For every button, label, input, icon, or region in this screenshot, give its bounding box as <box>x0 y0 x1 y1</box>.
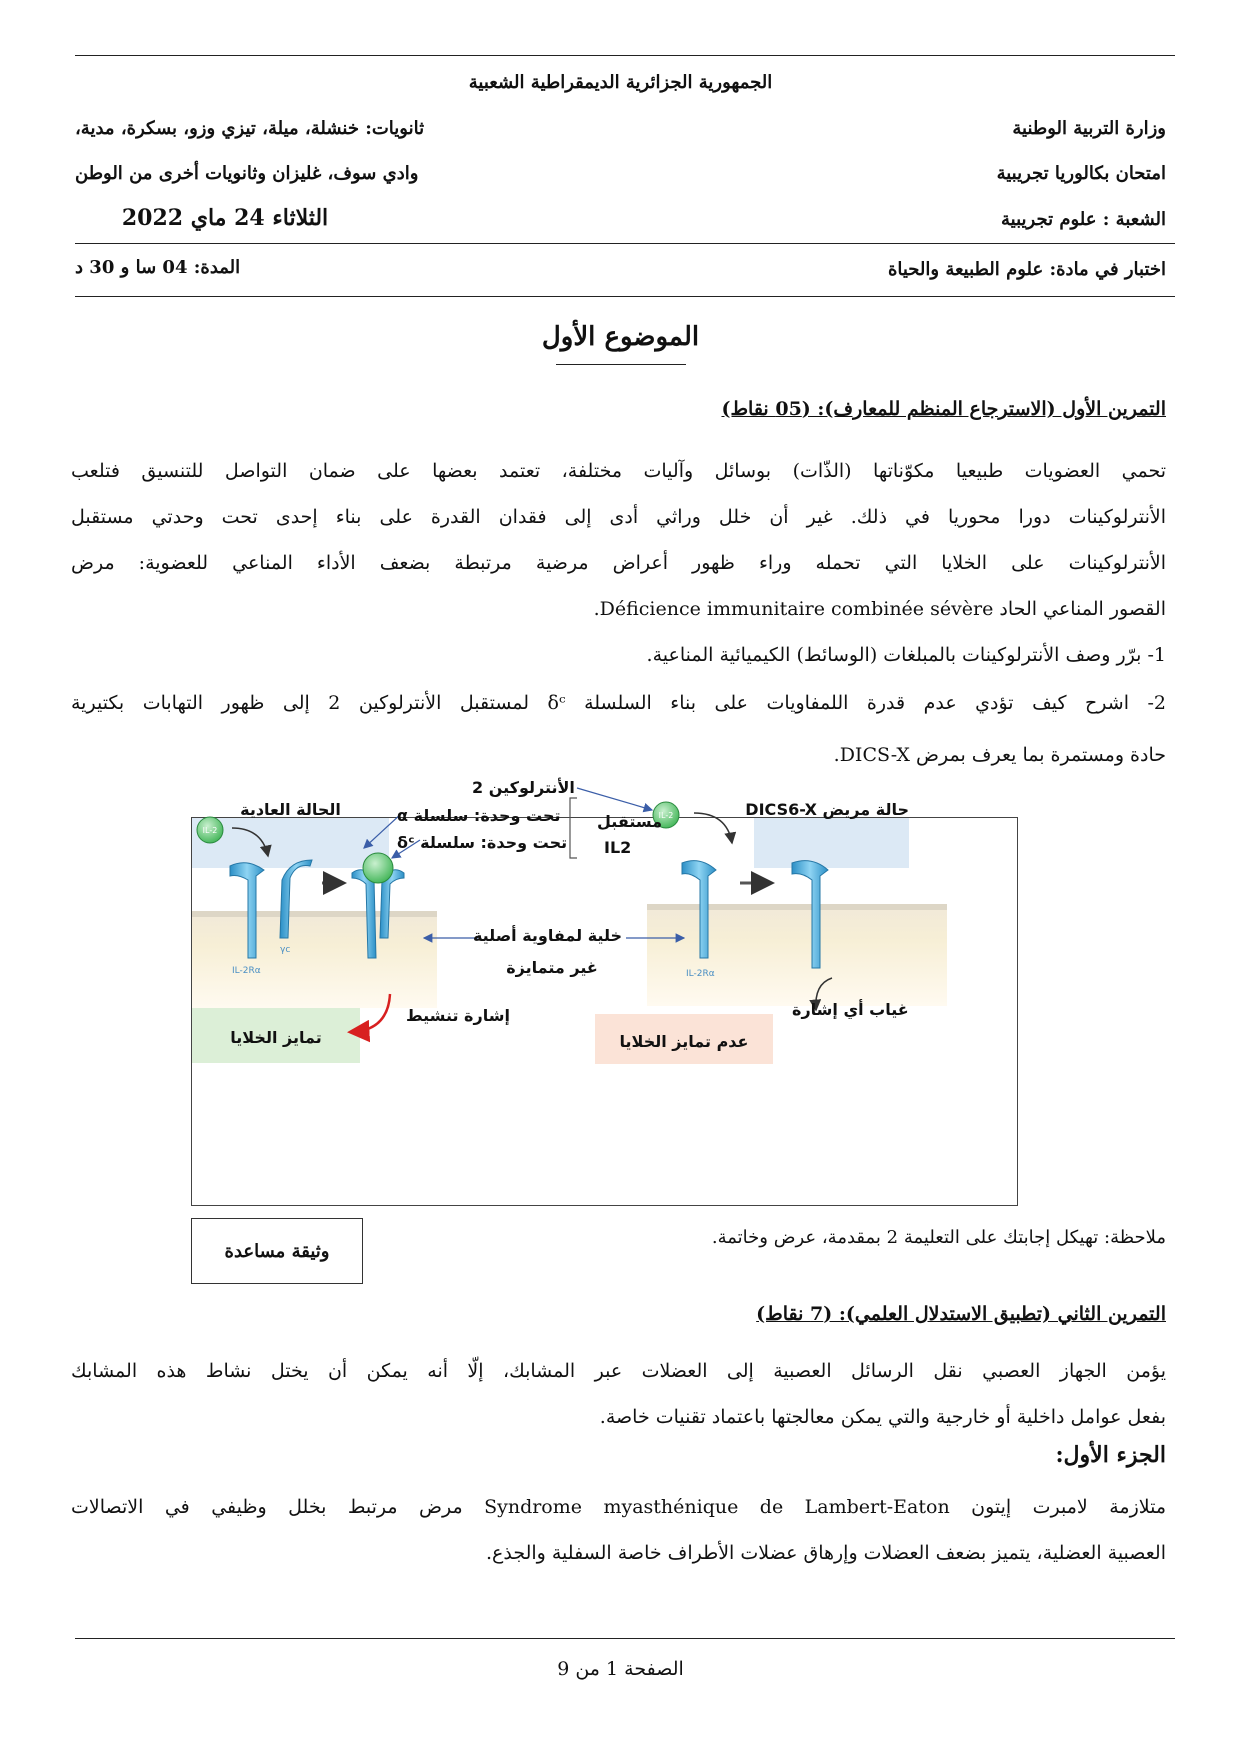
exercise2-intro-1: يؤمن الجهاز العصبي نقل الرسائل العصبية إلى العضلات عبر المشابك، إلّا أنه يمكن أن يختل نشاط هذه المشابك <box>71 1360 1166 1382</box>
part1-line2: العصبية العضلية، يتميز بضعف العضلات وإرهاق عضلات الأطراف خاصة السفلية والجذع. <box>485 1542 1166 1564</box>
label-normal-state: الحالة العادية <box>240 800 341 819</box>
immune-figure <box>191 778 1018 1206</box>
topic-title: الموضوع الأول <box>541 322 700 352</box>
page-number: الصفحة 1 من 9 <box>557 1658 684 1680</box>
label-no-differentiation: عدم تمايز الخلايا <box>619 1032 749 1051</box>
exam-date: الثلاثاء 24 ماي 2022 <box>121 205 329 231</box>
exercise1-intro-2: الأنترلوكينات دورا محوريا في ذلك. غير أن خلل وراثي أدى إلى فقدان القدرة على بناء إحدى تحت وحدتي مستقبل <box>71 506 1166 528</box>
schools-line2: وادي سوف، غليزان وثانويات أخرى من الوطن <box>75 163 419 184</box>
part1-line1: متلازمة لامبرت إيتون Syndrome myasthénique de Lambert-Eaton مرض مرتبط بخلل وظيفي في الاتصالات <box>71 1496 1167 1518</box>
membrane-left <box>192 911 437 1008</box>
label-patient-state: حالة مريض DICS6-X <box>745 800 909 819</box>
label-receptor-name: IL2 <box>604 838 632 857</box>
subject: اختبار في مادة: علوم الطبيعة والحياة <box>887 259 1166 280</box>
question-2-line1: 2- اشرح كيف تؤدي عدم قدرة اللمفاويات على بناء السلسلة δᶜ لمستقبل الأنترلوكين 2 إلى ظهور التهابات بكتيرية <box>71 692 1166 714</box>
label-delta-chain: تحت وحدة: سلسلة δᶜ <box>397 833 568 852</box>
label-cell-line1: خلية لمفاوية أصلية <box>472 926 622 945</box>
label-no-signal: غياب أي إشارة <box>792 1000 909 1019</box>
exercise1-intro-1: تحمي العضويات طبيعيا مكوّناتها (الذّات) بوسائل وآليات مختلفة، تعتمد بعضها على ضمان التواصل للتنسيق فتلعب <box>71 460 1166 482</box>
label-alpha-chain: تحت وحدة: سلسلة α <box>397 806 561 825</box>
part1-title: الجزء الأول: <box>1055 1442 1166 1468</box>
label-cell-line2: غير متمايزة <box>506 958 598 977</box>
il2ra-label: IL-2Rα <box>232 966 261 976</box>
exercise1-intro-3: الأنترلوكينات على الخلايا التي تحمله وراء ظهور أعراض مرضية مرتبطة بضعف الأداء المناعي للعضوية: مرض <box>71 552 1166 574</box>
exercise1-title: التمرين الأول (الاسترجاع المنظم للمعارف): (05 نقاط) <box>721 398 1166 420</box>
svg-text:IL-2: IL-2 <box>658 811 674 820</box>
question-2-line2: حادة ومستمرة بما يعرف بمرض DICS-X. <box>833 744 1166 766</box>
helper-document-box <box>191 1218 363 1284</box>
label-receptor-word: مستقبل <box>597 812 663 831</box>
ministry: وزارة التربية الوطنية <box>1012 118 1166 139</box>
label-differentiation: تمايز الخلايا <box>230 1028 322 1047</box>
il2-ball-left <box>197 817 223 843</box>
gamma-label: γc <box>280 945 291 955</box>
schools-line1: ثانويات: خنشلة، ميلة، تيزي وزو، بسكرة، مدية، <box>75 118 425 139</box>
stream: الشعبة : علوم تجريبية <box>1001 209 1166 230</box>
exam-type: امتحان بكالوريا تجريبية <box>996 163 1166 184</box>
label-activation-signal: إشارة تنشيط <box>406 1006 510 1025</box>
helper-document-label: وثيقة مساعدة <box>224 1240 330 1262</box>
svg-text:IL-2: IL-2 <box>202 826 218 835</box>
answer-note: ملاحظة: تهيكل إجابتك على التعليمة 2 بمقدمة، عرض وخاتمة. <box>711 1227 1166 1248</box>
question-1: 1- برّر وصف الأنترلوكينات بالمبلغات (الوسائط) الكيميائية المناعية. <box>646 644 1166 666</box>
patient-panel <box>754 818 909 868</box>
exercise2-title: التمرين الثاني (تطبيق الاستدلال العلمي): (7 نقاط) <box>756 1303 1166 1325</box>
republic-title: الجمهورية الجزائرية الديمقراطية الشعبية <box>468 72 773 93</box>
label-il2: الأنترلوكين 2 <box>472 778 575 797</box>
membrane-right <box>647 904 947 1006</box>
duration: المدة: 04 سا و 30 د <box>75 257 241 278</box>
exercise1-intro-4: القصور المناعي الحاد Déficience immunitaire combinée sévère. <box>593 598 1166 620</box>
exercise2-intro-2: بفعل عوامل داخلية أو خارجية والتي يمكن معالجتها باعتماد تقنيات خاصة. <box>599 1406 1166 1428</box>
il2ra-label-patient: IL-2Rα <box>686 969 715 979</box>
